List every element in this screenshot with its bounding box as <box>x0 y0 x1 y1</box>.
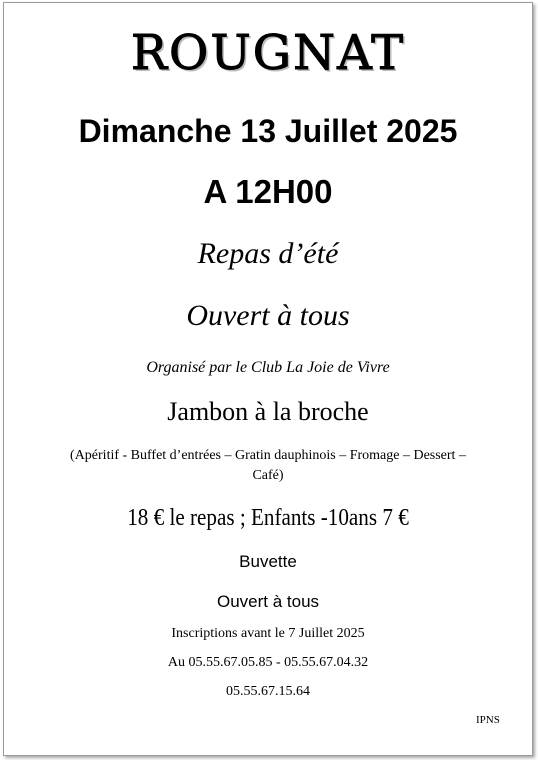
organizer-text: Organisé par le Club La Joie de Vivre <box>146 359 390 376</box>
open-to-all-text-2: Ouvert à tous <box>216 592 320 611</box>
main-dish: Jambon à la broche <box>167 397 369 426</box>
poster-title: ROUGNAT <box>130 25 406 81</box>
phone-numbers-line-1: Au 05.55.67.05.85 - 05.55.67.04.32 <box>167 655 369 670</box>
menu-line-2: Café) <box>252 468 284 483</box>
registration-text: Inscriptions avant le 7 Juillet 2025 <box>171 626 365 641</box>
price-text: 18 € le repas ; Enfants -10ans 7 € <box>127 505 409 531</box>
phone-numbers-line-2: 05.55.67.15.64 <box>226 684 310 699</box>
bar-text: Buvette <box>239 552 297 571</box>
event-date: Dimanche 13 Juillet 2025 <box>78 113 458 149</box>
menu-details <box>4 446 532 486</box>
poster-page <box>3 2 533 756</box>
event-name: Repas d’été <box>197 237 339 270</box>
open-to-all-text: Ouvert à tous <box>186 299 350 332</box>
ipns-mark: IPNS <box>476 714 500 726</box>
menu-line-1: (Apéritif - Buffet d’entrées – Gratin dauphinois – Fromage – Dessert – <box>70 448 466 463</box>
event-time: A 12H00 <box>203 173 333 210</box>
